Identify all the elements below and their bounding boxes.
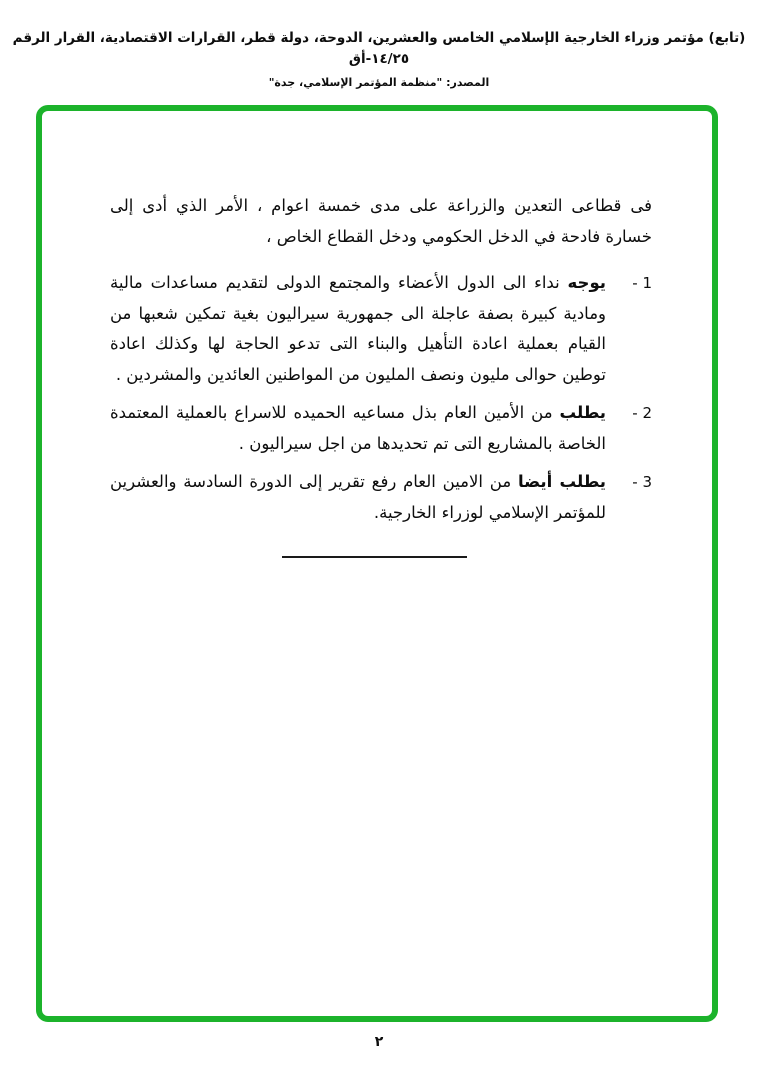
document-header [0,28,758,91]
item-number: 2 - [632,404,652,422]
item-text [110,398,606,459]
content-frame [36,105,718,1022]
page-number: ٢ [374,1034,384,1050]
item-lead-word: يوجه [567,273,606,292]
item-lead-word: يطلب [559,403,606,422]
list-item-2 [110,398,652,459]
item-body-text: من الامين العام رفع تقرير إلى الدورة السادسة والعشرين للمؤتمر الإسلامي لوزراء الخارجية. [110,472,606,522]
item-text [110,268,606,390]
item-body-text: من الأمين العام بذل مساعيه الحميده للاسراع بالعملية المعتمدة الخاصة بالمشاريع التى تم تحديدها من اجل سيراليون . [110,403,606,453]
end-of-text-rule [282,556,467,558]
list-item-3 [110,467,652,528]
item-body-text: نداء الى الدول الأعضاء والمجتمع الدولى لتقديم مساعدات مالية ومادية كبيرة بصفة عاجلة الى جمهورية سيراليون بغية تمكين شعبها من القيام بعملية اعادة التأهيل والبناء التى تدعو الحاجة لها وكذلك اعادة توطين حوالى مليون ونصف المليون من المواطنين العائدين والمشردين . [110,273,606,384]
intro-paragraph: فى قطاعى التعدين والزراعة على مدى خمسة اعوام ، الأمر الذي أدى إلى خسارة فادحة في الدخل الحكومي ودخل القطاع الخاص ، [110,196,652,246]
header-source: المصدر: "منظمة المؤتمر الإسلامي، جدة" [268,76,490,89]
item-lead-word: يطلب أيضا [517,472,606,491]
header-title: (تابع) مؤتمر وزراء الخارجية الإسلامي الخامس والعشرين، الدوحة، دولة قطر، القرارات الاقتصادية، القرار الرقم ١٤/٢٥-أق [12,30,746,67]
item-number: 1 - [632,274,652,292]
list-item-1 [110,268,652,390]
item-number: 3 - [632,473,652,491]
item-text [110,467,606,528]
resolution-text-block [42,111,712,558]
